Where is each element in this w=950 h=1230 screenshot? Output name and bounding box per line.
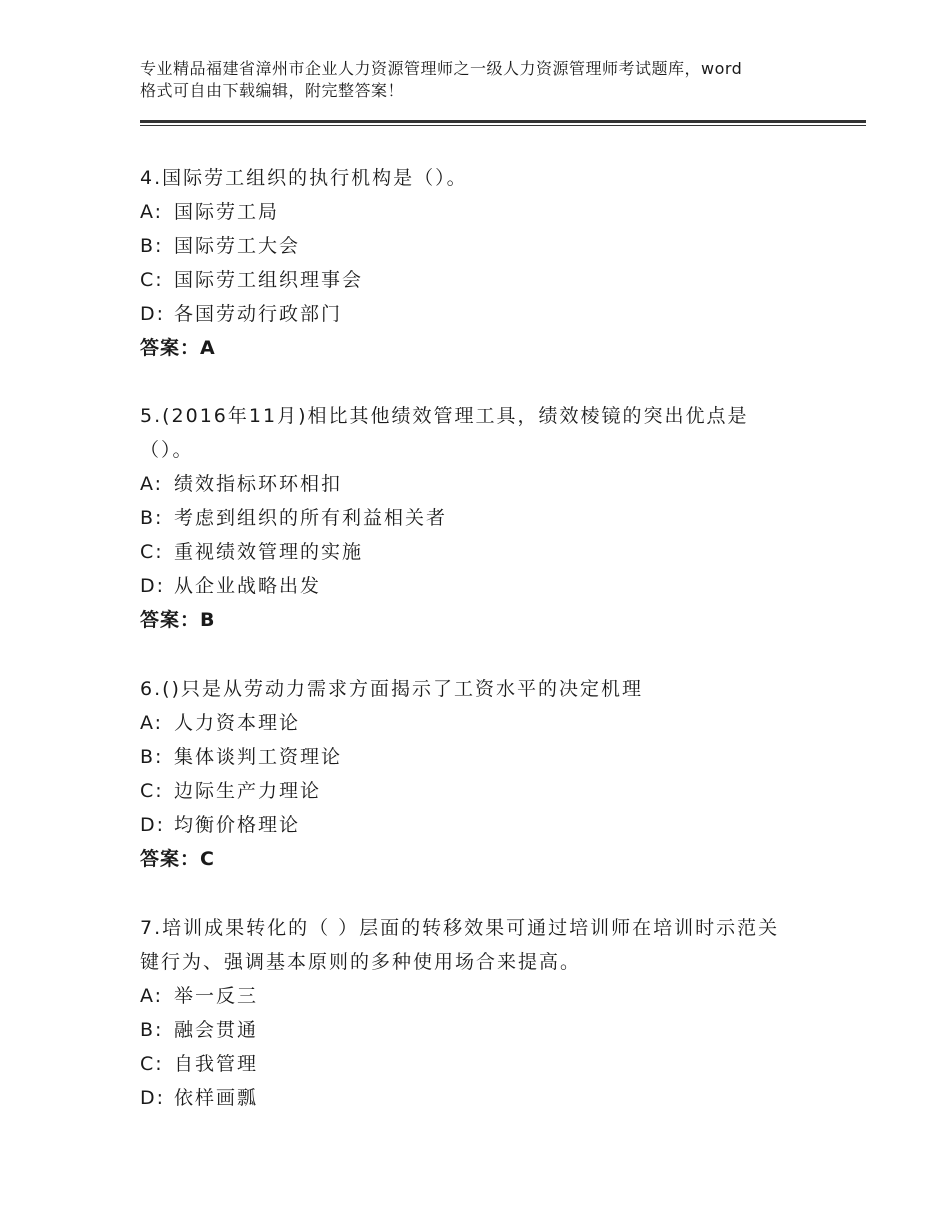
question-5 <box>140 399 820 637</box>
option-d <box>140 1081 820 1115</box>
option-text: 绩效指标环环相扣 <box>174 473 343 495</box>
option-letter: B: <box>140 1019 164 1041</box>
option-letter: B: <box>140 746 164 768</box>
option-letter: D: <box>140 575 166 597</box>
header-divider-thin <box>140 125 866 126</box>
option-text: 举一反三 <box>174 985 259 1007</box>
option-d <box>140 297 820 331</box>
option-text: 依样画瓢 <box>174 1087 259 1109</box>
option-c <box>140 1047 820 1081</box>
answer-label: 答案：C <box>140 848 215 870</box>
question-stem-continued: 键行为、强调基本原则的多种使用场合来提高。 <box>140 951 582 973</box>
option-letter: D: <box>140 814 166 836</box>
option-letter: A: <box>140 473 164 495</box>
header-line-2: 格式可自由下载编辑，附完整答案！ <box>140 81 405 100</box>
option-text: 集体谈判工资理论 <box>174 746 343 768</box>
option-letter: A: <box>140 201 164 223</box>
option-a <box>140 706 820 740</box>
option-text: 融会贯通 <box>174 1019 259 1041</box>
option-a <box>140 467 820 501</box>
question-stem: 4.国际劳工组织的执行机构是（）。 <box>140 167 468 189</box>
option-text: 均衡价格理论 <box>174 814 301 836</box>
option-c <box>140 535 820 569</box>
option-letter: C: <box>140 780 164 802</box>
option-letter: A: <box>140 712 164 734</box>
document-header <box>140 58 840 102</box>
option-text: 自我管理 <box>174 1053 259 1075</box>
option-text: 国际劳工局 <box>174 201 280 223</box>
option-letter: B: <box>140 235 164 257</box>
option-letter: C: <box>140 541 164 563</box>
option-a <box>140 979 820 1013</box>
question-6 <box>140 672 820 876</box>
question-stem: 5.(2016年11月)相比其他绩效管理工具，绩效棱镜的突出优点是 <box>140 405 749 427</box>
option-a <box>140 195 820 229</box>
question-4 <box>140 161 820 365</box>
option-b <box>140 229 820 263</box>
option-text: 各国劳动行政部门 <box>174 303 343 325</box>
option-letter: D: <box>140 303 166 325</box>
option-letter: A: <box>140 985 164 1007</box>
option-text: 考虑到组织的所有利益相关者 <box>174 507 448 529</box>
header-divider-thick <box>140 120 866 123</box>
option-b <box>140 501 820 535</box>
option-b <box>140 1013 820 1047</box>
option-letter: C: <box>140 269 164 291</box>
header-line-1: 专业精品福建省漳州市企业人力资源管理师之一级人力资源管理师考试题库，word <box>140 59 743 78</box>
option-text: 国际劳工组织理事会 <box>174 269 364 291</box>
option-text: 边际生产力理论 <box>174 780 322 802</box>
answer-label: 答案：B <box>140 609 216 631</box>
option-text: 国际劳工大会 <box>174 235 301 257</box>
option-d <box>140 569 820 603</box>
question-7 <box>140 911 820 1115</box>
option-c <box>140 774 820 808</box>
option-text: 重视绩效管理的实施 <box>174 541 364 563</box>
option-text: 从企业战略出发 <box>174 575 322 597</box>
option-letter: C: <box>140 1053 164 1075</box>
question-stem: 6.()只是从劳动力需求方面揭示了工资水平的决定机理 <box>140 678 643 700</box>
option-letter: D: <box>140 1087 166 1109</box>
answer-label: 答案：A <box>140 337 216 359</box>
option-b <box>140 740 820 774</box>
option-letter: B: <box>140 507 164 529</box>
option-d <box>140 808 820 842</box>
question-stem-continued: （）。 <box>140 439 194 461</box>
option-text: 人力资本理论 <box>174 712 301 734</box>
question-stem: 7.培训成果转化的（ ）层面的转移效果可通过培训师在培训时示范关 <box>140 917 780 939</box>
option-c <box>140 263 820 297</box>
